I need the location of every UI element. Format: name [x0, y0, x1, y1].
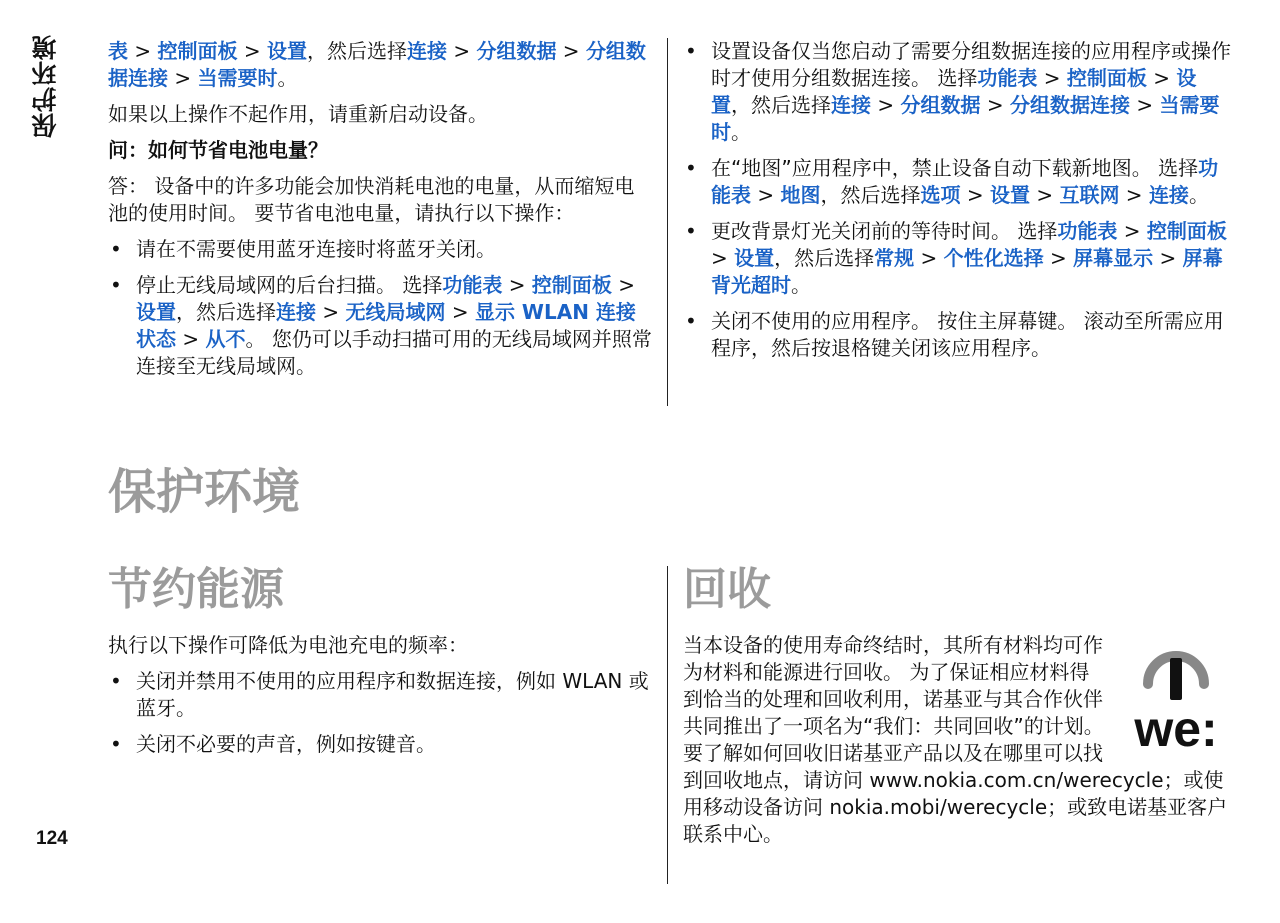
text-run: 停止无线局域网的后台扫描。 选择: [136, 273, 443, 297]
text-run: >: [1146, 66, 1177, 90]
menu-path-term: 设置: [136, 300, 176, 324]
recycle-body: 当本设备的使用寿命终结时，其所有材料均可作为材料和能源进行回收。 为了保证相应材料得到恰当的处理和回收利用，诺基亚与其合作伙伴共同推出了一项名为“我们：共同回收”的计划。 要了解如何回收旧诺基亚产品以及在哪里可以找到回收地点，请访问 www.nokia.com.cn/werecycle；或使用移动设备访问 nokia.mobi/werecycle；或致电诺基亚客户联系中心。: [683, 633, 1228, 846]
text-run: >: [1029, 183, 1060, 207]
text-run: >: [1117, 219, 1147, 243]
text-run: >: [556, 39, 586, 63]
power-symbol-icon: [1121, 638, 1231, 754]
bullet-dot: •: [110, 237, 122, 261]
menu-path-term: 分组数据连接: [108, 39, 646, 90]
text-run: >: [1037, 66, 1067, 90]
bullet-dot: •: [110, 669, 122, 693]
menu-path-term: 连接: [1148, 183, 1189, 207]
text-run: 。: [277, 66, 298, 90]
menu-path-term: 功能表: [977, 66, 1038, 90]
menu-path-term: 设置: [711, 66, 1197, 117]
top-left-column: [108, 38, 654, 389]
text-run: 关闭不使用的应用程序。 按住主屏幕键。 滚动至所需应用程序，然后按退格键关闭该应用程序。: [711, 309, 1224, 360]
menu-path-term: 表: [108, 39, 128, 63]
bullet-dot: •: [110, 732, 122, 756]
energy-intro: 执行以下操作可降低为电池充电的频率：: [108, 633, 468, 657]
battery-answer: 答： 设备中的许多功能会加快消耗电池的电量，从而缩短电池的使用时间。 要节省电池电量，请执行以下操作：: [108, 174, 635, 225]
menu-path-term: 控制面板: [157, 39, 238, 63]
menu-path-term: 互联网: [1059, 183, 1120, 207]
text-run: >: [711, 246, 735, 270]
menu-path-term: 当需要时: [711, 93, 1220, 144]
text-run: >: [1119, 183, 1149, 207]
bullet-dot: •: [685, 156, 697, 180]
side-section-label: 保护环境: [31, 34, 60, 138]
list-item-text: [711, 39, 1231, 144]
text-run: >: [751, 183, 781, 207]
text-run: ，然后选择: [176, 300, 276, 324]
list-item-text: [136, 237, 496, 261]
text-run: >: [316, 300, 346, 324]
energy-heading: 节约能源: [108, 564, 284, 615]
list-item: [683, 38, 1231, 146]
text-run: 。: [1188, 183, 1209, 207]
list-item-text: [711, 309, 1224, 360]
text-run: >: [611, 273, 635, 297]
page-number: 124: [36, 828, 68, 849]
text-run: 。 您仍可以手动扫描可用的无线局域网并照常连接至无线局域网。: [136, 327, 652, 378]
menu-path-term: 连接: [276, 300, 316, 324]
list-item-text: [711, 156, 1218, 207]
text-run: ，然后选择: [306, 39, 407, 63]
list-item-text: [711, 219, 1227, 297]
restart-note: 如果以上操作不起作用，请重新启动设备。: [108, 102, 488, 126]
bullet-dot: •: [685, 39, 697, 63]
column-divider-top: [667, 38, 668, 406]
menu-path-term: 连接: [406, 39, 447, 63]
menu-path-term: 设置: [989, 183, 1030, 207]
text-run: >: [445, 300, 475, 324]
menu-path-term: 无线局域网: [345, 300, 446, 324]
menu-path-term: 控制面板: [1146, 219, 1227, 243]
energy-tips-list: [108, 668, 654, 758]
text-run: >: [168, 66, 198, 90]
list-item-text: 关闭不必要的声音，例如按键音。: [136, 732, 436, 756]
text-run: >: [980, 93, 1010, 117]
text-run: >: [1153, 246, 1183, 270]
list-item: [108, 668, 654, 722]
menu-path-term: 个性化选择: [943, 246, 1044, 270]
menu-path-term: 屏幕显示: [1073, 246, 1154, 270]
bullet-dot: •: [110, 273, 122, 297]
column-divider-bottom: [667, 566, 668, 884]
menu-path-term: 从不: [205, 327, 246, 351]
text-run: >: [446, 39, 477, 63]
text-run: ，然后选择: [774, 246, 875, 270]
list-item-text: [136, 273, 652, 378]
battery-question: 问：如何节省电池电量？: [108, 138, 328, 162]
menu-path-continuation: [108, 38, 654, 92]
text-run: >: [237, 39, 267, 63]
recycle-section: [683, 562, 1231, 848]
text-run: >: [176, 327, 206, 351]
text-run: ，然后选择: [820, 183, 921, 207]
list-item-text: 关闭并禁用不使用的应用程序和数据连接，例如 WLAN 或蓝牙。: [136, 669, 649, 720]
text-run: 更改背景灯光关闭前的等待时间。 选择: [711, 219, 1058, 243]
list-item: [683, 308, 1231, 362]
bullet-dot: •: [685, 309, 697, 333]
list-item: [108, 236, 654, 263]
menu-path-term: 连接: [831, 93, 871, 117]
text-run: 请在不需要使用蓝牙连接时将蓝牙关闭。: [136, 237, 496, 261]
battery-tips-list: [108, 236, 654, 380]
menu-path-term: 常规: [874, 246, 915, 270]
menu-path-term: 功能表: [1057, 219, 1118, 243]
top-right-column: [683, 38, 1231, 371]
text-run: ，然后选择: [731, 93, 831, 117]
text-run: >: [914, 246, 944, 270]
text-run: 在“地图”应用程序中，禁止设备自动下载新地图。 选择: [711, 156, 1199, 180]
menu-path-term: 功能表: [711, 156, 1219, 207]
menu-path-term: 分组数据: [476, 39, 557, 63]
menu-path-term: 控制面板: [531, 273, 612, 297]
we-recycle-logo: [1121, 638, 1231, 754]
recycle-heading: 回收: [683, 564, 771, 615]
logo-wordmark: we:: [1134, 701, 1218, 754]
text-run: >: [1129, 93, 1160, 117]
text-run: >: [1043, 246, 1074, 270]
main-section-heading: 保护环境: [108, 464, 301, 520]
menu-path-term: 设置: [266, 39, 307, 63]
menu-path-term: 当需要时: [197, 66, 278, 90]
text-run: >: [502, 273, 532, 297]
menu-path-term: 选项: [920, 183, 961, 207]
list-item: [683, 155, 1231, 209]
menu-path-term: 设置: [734, 246, 775, 270]
text-run: >: [128, 39, 158, 63]
menu-path-term: 控制面板: [1066, 66, 1147, 90]
bullet-dot: •: [685, 219, 697, 243]
battery-tips-list-continued: [683, 38, 1231, 362]
text-run: >: [871, 93, 901, 117]
text-run: 。: [731, 120, 751, 144]
menu-path-term: 屏幕背光超时: [711, 246, 1223, 297]
list-item: [108, 731, 654, 758]
text-run: >: [960, 183, 990, 207]
menu-path-term: 功能表: [442, 273, 503, 297]
text-run: 。: [791, 273, 811, 297]
menu-path-term: 地图: [780, 183, 821, 207]
energy-section: [108, 562, 654, 767]
list-item: [108, 272, 654, 380]
menu-path-term: 分组数据连接: [1009, 93, 1130, 117]
list-item: [683, 218, 1231, 299]
menu-path-term: 分组数据: [900, 93, 981, 117]
menu-path-term: 显示 WLAN 连接状态: [136, 300, 636, 351]
text-run: 设置设备仅当您启动了需要分组数据连接的应用程序或操作时才使用分组数据连接。 选择: [711, 39, 1231, 90]
